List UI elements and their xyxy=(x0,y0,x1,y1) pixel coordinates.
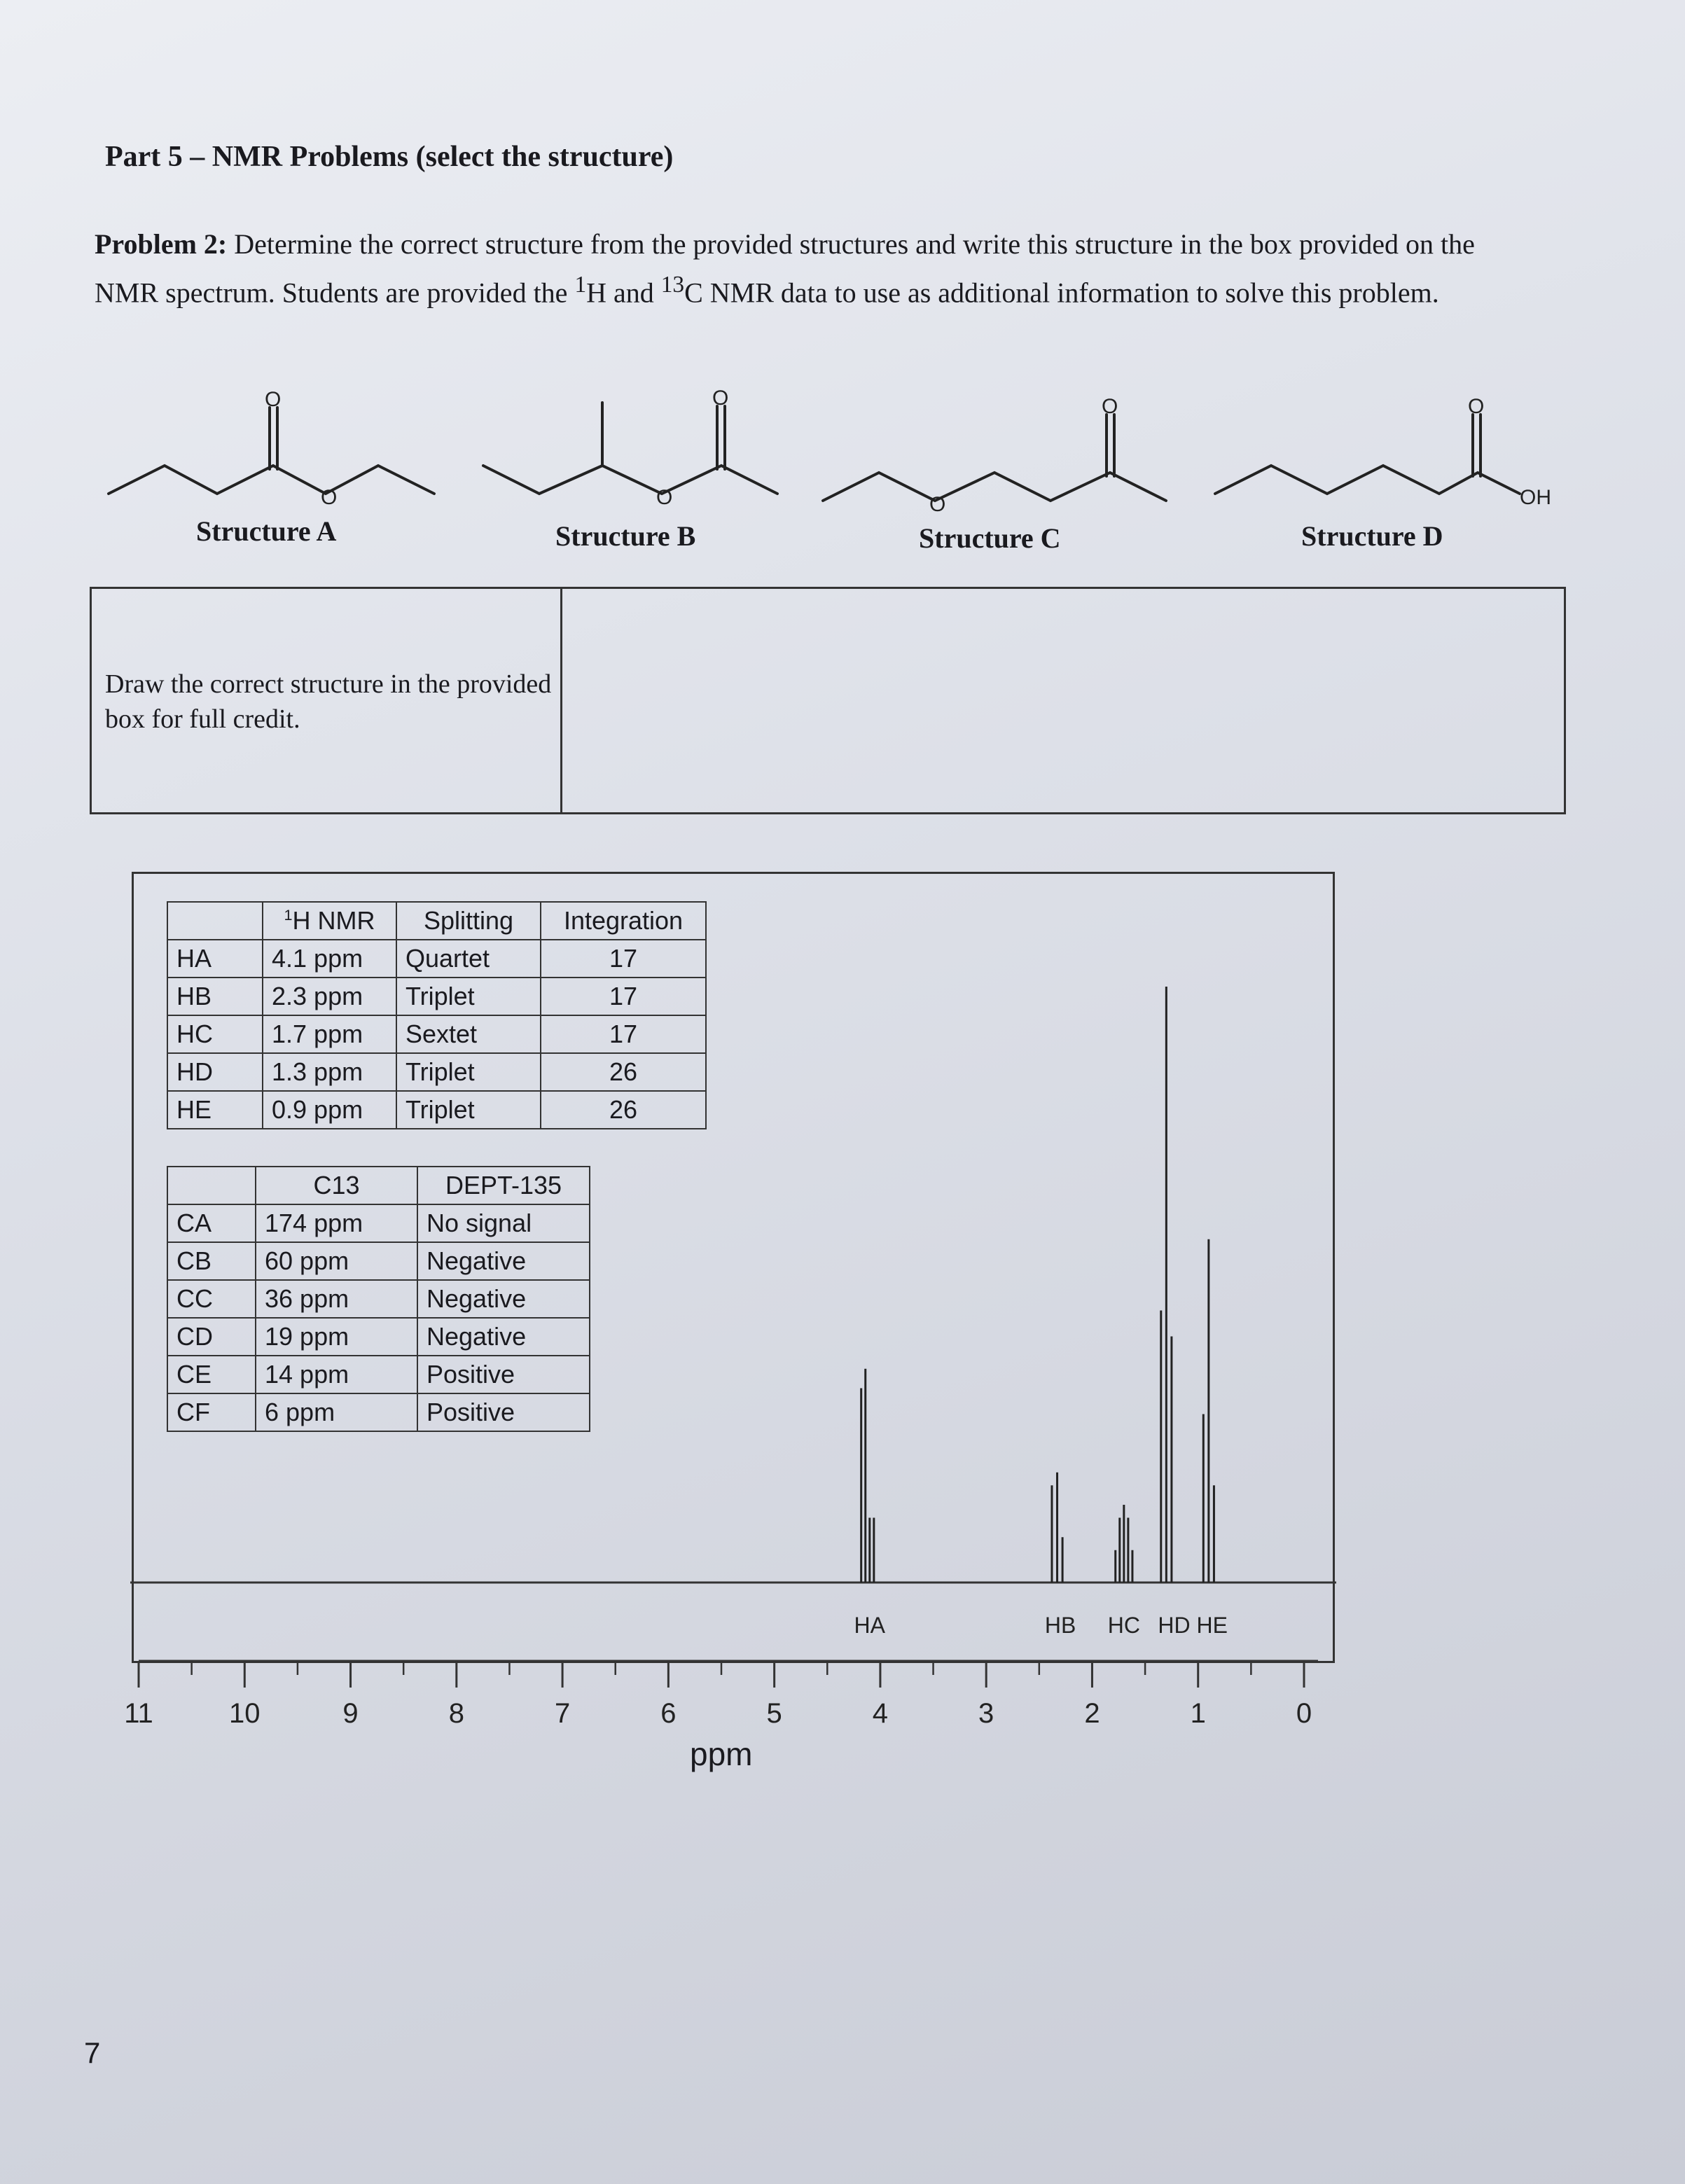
row-splitting: Triplet xyxy=(396,1091,541,1129)
x-tick-label: 5 xyxy=(766,1698,782,1729)
row-label: CA xyxy=(167,1204,256,1242)
row-ppm: 174 ppm xyxy=(256,1204,417,1242)
peak-label: HD HE xyxy=(1158,1613,1228,1638)
row-integration: 26 xyxy=(541,1053,706,1091)
structure-b-carbonyl-o: O xyxy=(712,387,729,410)
x-tick-label: 2 xyxy=(1084,1698,1100,1729)
row-dept: Negative xyxy=(417,1242,590,1280)
row-ppm: 14 ppm xyxy=(256,1356,417,1393)
peak-label: HA xyxy=(854,1613,886,1638)
problem-label: Problem 2: xyxy=(95,228,228,260)
structure-b-ester-o: O xyxy=(656,486,673,509)
structure-c-carbonyl-o: O xyxy=(1102,395,1118,418)
row-ppm: 1.7 ppm xyxy=(263,1015,396,1053)
row-ppm: 19 ppm xyxy=(256,1318,417,1356)
page-number: 7 xyxy=(84,2036,101,2069)
x-tick-label: 7 xyxy=(554,1698,571,1729)
structure-a-label: Structure A xyxy=(196,515,337,547)
structure-a-ester-o: O xyxy=(321,486,338,509)
superscript-13: 13 xyxy=(660,272,685,298)
structure-c-label: Structure C xyxy=(919,522,1061,554)
row-label: HB xyxy=(167,978,263,1015)
x-tick-label: 11 xyxy=(124,1698,153,1729)
structure-d-carbonyl-o: O xyxy=(1468,395,1485,418)
x-tick-label: 0 xyxy=(1296,1698,1312,1729)
row-dept: Negative xyxy=(417,1280,590,1318)
row-ppm: 60 ppm xyxy=(256,1242,417,1280)
row-ppm: 6 ppm xyxy=(256,1393,417,1431)
superscript-1: 1 xyxy=(574,272,587,298)
problem-text-mid: H and xyxy=(586,277,661,309)
row-dept: Positive xyxy=(417,1356,590,1393)
row-ppm: 36 ppm xyxy=(256,1280,417,1318)
problem-text-pre: Determine the correct structure from the provided structures and write this structure in the box provided on the NMR spectrum. Students are provided the xyxy=(95,228,1475,309)
row-ppm: 0.9 ppm xyxy=(263,1091,396,1129)
row-splitting: Quartet xyxy=(396,940,541,978)
row-dept: Positive xyxy=(417,1393,590,1431)
structure-b-label: Structure B xyxy=(555,520,696,552)
header-cell-h-nmr: $^1$H NMR xyxy=(263,902,396,940)
row-label: CF xyxy=(167,1393,256,1431)
structure-a-carbonyl-o: O xyxy=(265,388,282,411)
answer-instruction: Draw the correct structure in the provided box for full credit. xyxy=(105,669,552,734)
row-splitting: Sextet xyxy=(396,1015,541,1053)
row-splitting: Triplet xyxy=(396,978,541,1015)
row-label: CB xyxy=(167,1242,256,1280)
x-tick-label: 8 xyxy=(448,1698,464,1729)
section-title: Part 5 – NMR Problems (select the structure) xyxy=(105,141,674,173)
row-label: CC xyxy=(167,1280,256,1318)
peak-label: HB xyxy=(1044,1613,1076,1638)
x-tick-label: 6 xyxy=(660,1698,677,1729)
header-cell-integration: Integration xyxy=(541,902,706,940)
row-dept: No signal xyxy=(417,1204,590,1242)
x-tick-label: 4 xyxy=(872,1698,889,1729)
row-integration: 17 xyxy=(541,1015,706,1053)
peak-label: HC xyxy=(1107,1613,1140,1638)
row-label: CD xyxy=(167,1318,256,1356)
row-label: HA xyxy=(167,940,263,978)
header-cell-dept: DEPT-135 xyxy=(417,1167,590,1204)
row-label: CE xyxy=(167,1356,256,1393)
x-tick-label: 9 xyxy=(342,1698,359,1729)
row-ppm: 1.3 ppm xyxy=(263,1053,396,1091)
x-tick-label: 1 xyxy=(1190,1698,1206,1729)
row-integration: 26 xyxy=(541,1091,706,1129)
row-dept: Negative xyxy=(417,1318,590,1356)
header-cell-splitting: Splitting xyxy=(396,902,541,940)
row-integration: 17 xyxy=(541,940,706,978)
problem-text-post: C NMR data to use as additional information to solve this problem. xyxy=(684,277,1439,309)
row-ppm: 4.1 ppm xyxy=(263,940,396,978)
structure-d-label: Structure D xyxy=(1301,520,1443,552)
row-label: HC xyxy=(167,1015,263,1053)
row-ppm: 2.3 ppm xyxy=(263,978,396,1015)
row-label: HE xyxy=(167,1091,263,1129)
structure-c-ester-o: O xyxy=(929,493,946,516)
row-splitting: Triplet xyxy=(396,1053,541,1091)
row-label: HD xyxy=(167,1053,263,1091)
x-tick-label: 3 xyxy=(978,1698,994,1729)
row-integration: 17 xyxy=(541,978,706,1015)
header-cell-c13: C13 xyxy=(256,1167,417,1204)
structure-d-hydroxyl: OH xyxy=(1520,486,1551,509)
x-axis-label: ppm xyxy=(690,1736,753,1772)
x-tick-label: 10 xyxy=(229,1698,261,1729)
